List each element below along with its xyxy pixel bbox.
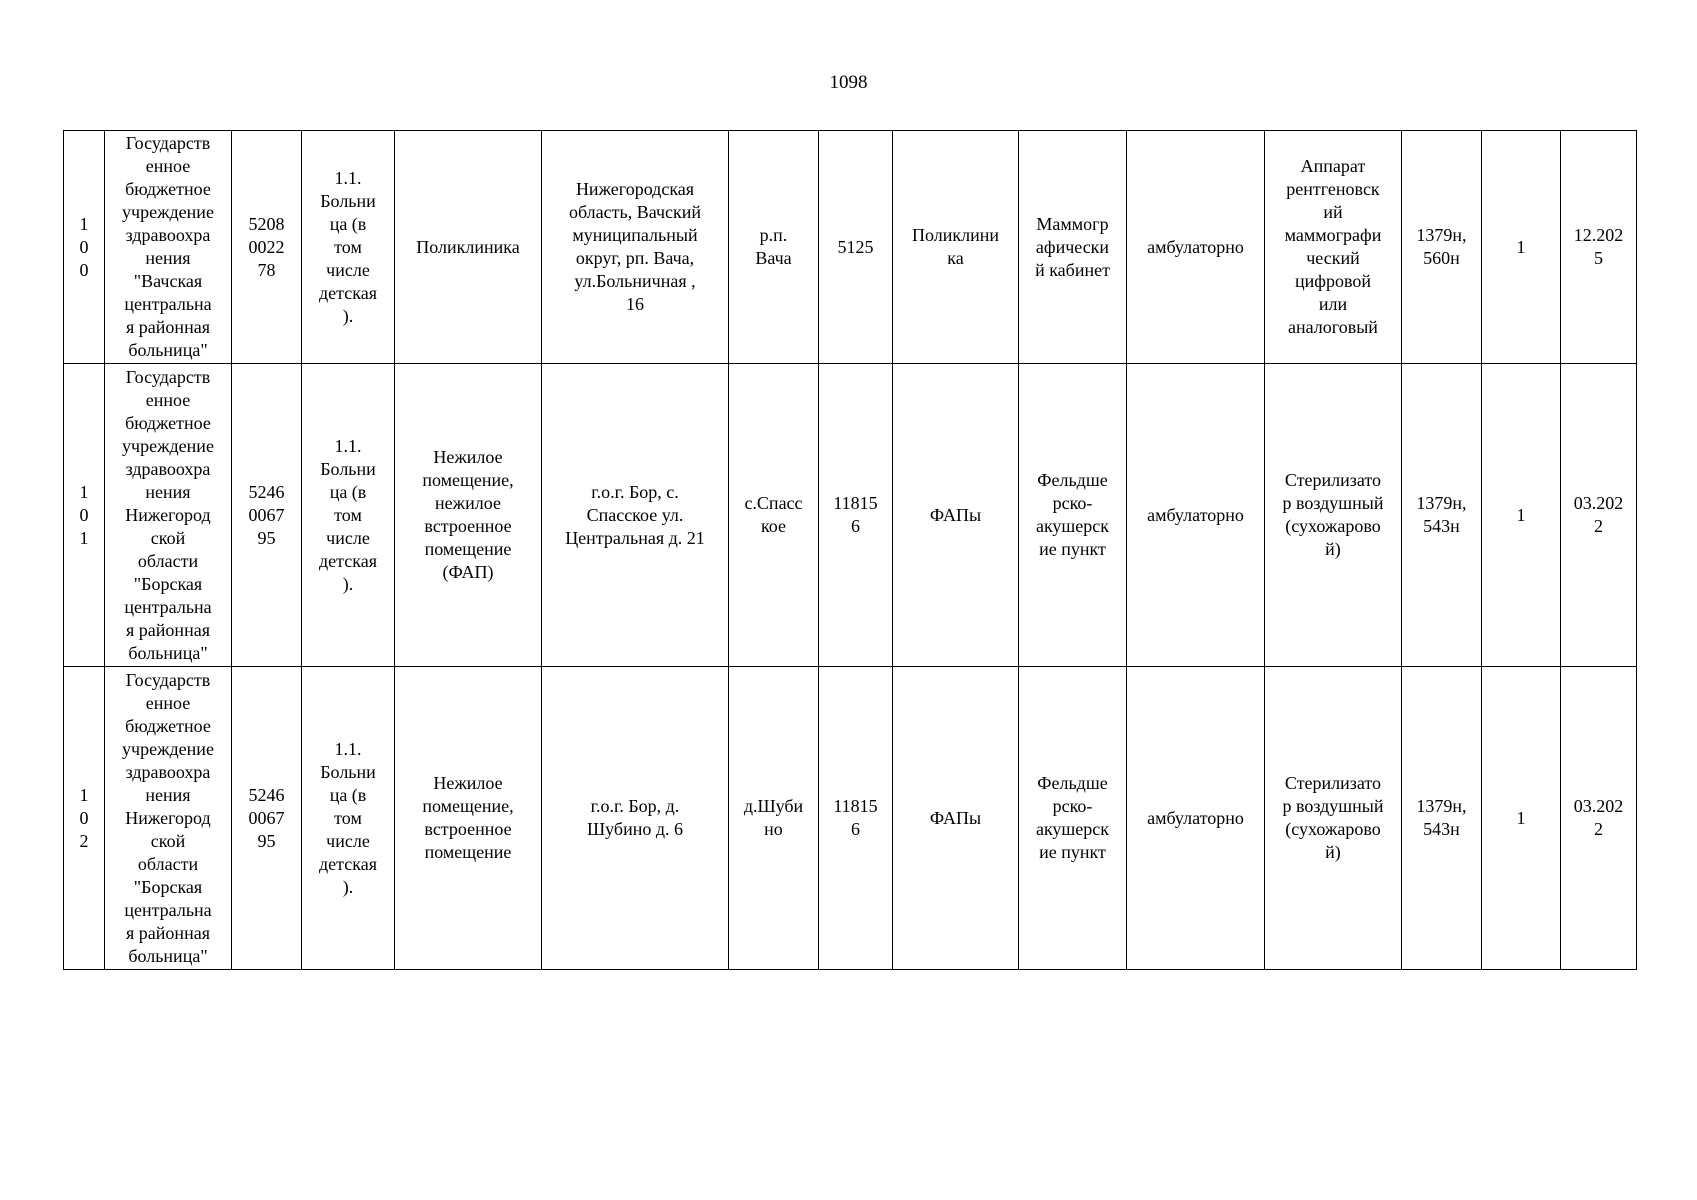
equipment-cell: Стерилизато р воздушный (сухожарово й) [1265, 667, 1402, 970]
orders-cell: 1379н, 560н [1402, 131, 1482, 364]
room-cell: Фельдше рско- акушерск ие пункт [1019, 667, 1127, 970]
locality-cell: с.Спасс кое [729, 364, 819, 667]
inn-cell: 5246 0067 95 [232, 364, 302, 667]
equipment-table [63, 130, 1637, 970]
locality-cell: р.п. Вача [729, 131, 819, 364]
organization-cell: Государств енное бюджетное учреждение здравоохра нения Нижегород ской области "Борская центральна я районная больница" [105, 364, 232, 667]
row-number-cell: 1 0 1 [64, 364, 105, 667]
code-cell: 11815 6 [819, 667, 893, 970]
category-cell: 1.1. Больни ца (в том числе детская ). [302, 364, 395, 667]
category-cell: 1.1. Больни ца (в том числе детская ). [302, 131, 395, 364]
room-cell: Маммогр афически й кабинет [1019, 131, 1127, 364]
room-cell: Фельдше рско- акушерск ие пункт [1019, 364, 1127, 667]
code-cell: 5125 [819, 131, 893, 364]
date-cell: 12.202 5 [1561, 131, 1637, 364]
quantity-cell: 1 [1482, 131, 1561, 364]
table-row [64, 131, 1637, 364]
table-row [64, 667, 1637, 970]
address-cell: г.о.г. Бор, с. Спасское ул. Центральная д. 21 [542, 364, 729, 667]
table-row [64, 364, 1637, 667]
orders-cell: 1379н, 543н [1402, 364, 1482, 667]
row-number-cell: 1 0 2 [64, 667, 105, 970]
building-cell: Нежилое помещение, встроенное помещение [395, 667, 542, 970]
care-form-cell: амбулаторно [1127, 364, 1265, 667]
organization-cell: Государств енное бюджетное учреждение здравоохра нения Нижегород ской области "Борская центральна я районная больница" [105, 667, 232, 970]
organization-cell: Государств енное бюджетное учреждение здравоохра нения "Вачская центральна я районная больница" [105, 131, 232, 364]
page-number: 1098 [829, 72, 868, 93]
orders-cell: 1379н, 543н [1402, 667, 1482, 970]
address-cell: г.о.г. Бор, д. Шубино д. 6 [542, 667, 729, 970]
row-number-cell: 1 0 0 [64, 131, 105, 364]
unit-type-cell: ФАПы [893, 667, 1019, 970]
unit-type-cell: ФАПы [893, 364, 1019, 667]
quantity-cell: 1 [1482, 667, 1561, 970]
address-cell: Нижегородская область, Вачский муниципальный округ, рп. Вача, ул.Больничная , 16 [542, 131, 729, 364]
care-form-cell: амбулаторно [1127, 131, 1265, 364]
category-cell: 1.1. Больни ца (в том числе детская ). [302, 667, 395, 970]
equipment-cell: Аппарат рентгеновск ий маммографи ческий цифровой или аналоговый [1265, 131, 1402, 364]
inn-cell: 5246 0067 95 [232, 667, 302, 970]
building-cell: Поликлиника [395, 131, 542, 364]
code-cell: 11815 6 [819, 364, 893, 667]
date-cell: 03.202 2 [1561, 364, 1637, 667]
equipment-cell: Стерилизато р воздушный (сухожарово й) [1265, 364, 1402, 667]
inn-cell: 5208 0022 78 [232, 131, 302, 364]
locality-cell: д.Шуби но [729, 667, 819, 970]
date-cell: 03.202 2 [1561, 667, 1637, 970]
building-cell: Нежилое помещение, нежилое встроенное помещение (ФАП) [395, 364, 542, 667]
unit-type-cell: Поликлини ка [893, 131, 1019, 364]
care-form-cell: амбулаторно [1127, 667, 1265, 970]
quantity-cell: 1 [1482, 364, 1561, 667]
